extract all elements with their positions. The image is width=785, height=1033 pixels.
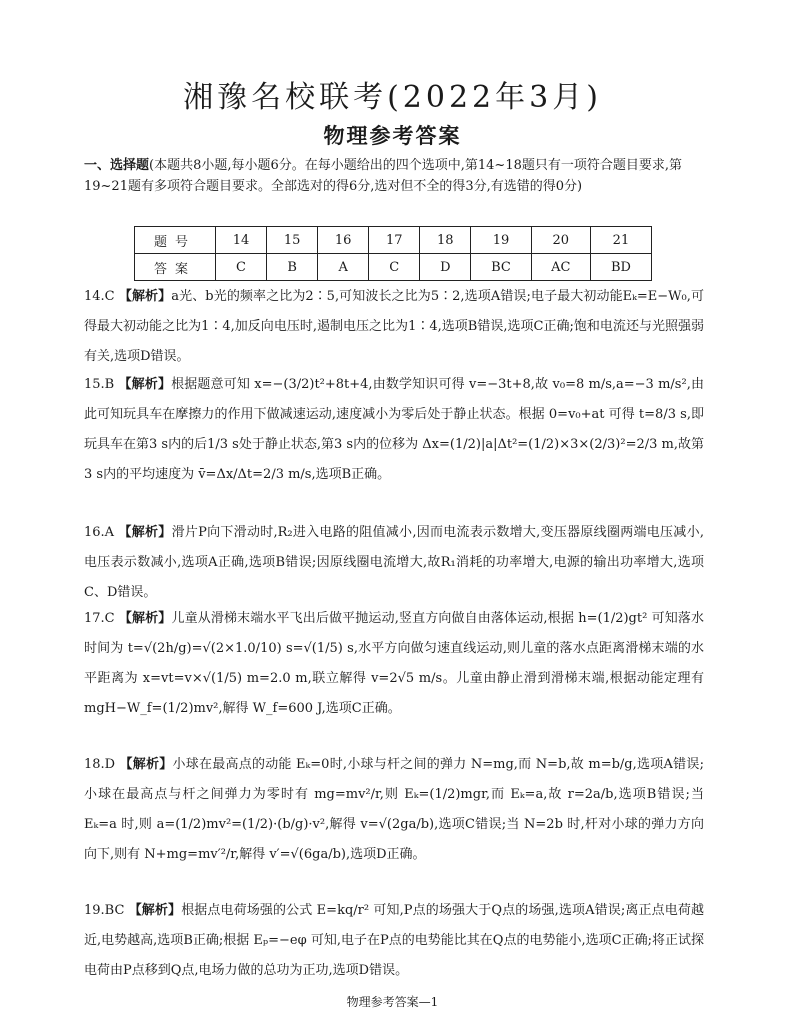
page-title: 湘豫名校联考(2022年3月) [183,80,602,115]
analysis-tag: 【解析】 [118,377,172,392]
answer-cell: D [420,254,471,281]
question-16 [84,518,704,608]
question-number-label: 16.A [84,525,115,540]
answer-cell: B [267,254,318,281]
page-footer: 物理参考答案—1 [346,995,439,1009]
question-number-label: 15.B [84,377,115,392]
question-number: 20 [531,227,590,254]
page-subtitle: 物理参考答案 [323,124,462,148]
answer-cell: C [216,254,267,281]
question-number: 16 [318,227,369,254]
analysis-tag: 【解析】 [118,289,172,304]
row-label-number: 题号 [135,227,216,254]
question-number-label: 17.C [84,611,115,626]
answer-table [134,226,652,281]
question-number: 14 [216,227,267,254]
question-18 [84,750,704,870]
question-number-label: 14.C [84,289,115,304]
question-number-label: 18.D [84,757,116,772]
analysis-text: 滑片P向下滑动时,R₂进入电路的阻值减小,因而电流表示数增大,变压器原线圈两端电压减小,电压表示数减小,选项A正确,选项B错误;因原线圈电流增大,故R₁消耗的功率增大,电源的输出功率增大,选项C、D错误。 [84,525,704,600]
analysis-tag: 【解析】 [128,903,182,918]
section-lead: 一、选择题 [84,158,150,173]
section-intro [84,155,704,197]
analysis-text: 小球在最高点的动能 Eₖ=0时,小球与杆之间的弹力 N=mg,而 N=b,故 m=b/g,选项A错误;小球在最高点与杆之间弹力为零时有 mg=mv²/r,则 Eₖ=(1/2)mgr,而 Eₖ=a,故 r=2a/b,选项B错误;当 Eₖ=a 时,则 a=(1/2)mv²=(1/2)·(b/g)·v²,解得 v=√(2ga/b),选项C错误;当 N=2b 时,杆对小球的弹力方向向下,则有 N+mg=mv′²/r,解得 v′=√(6ga/b),选项D正确。 [84,757,704,862]
question-number-label: 19.BC [84,903,125,918]
question-14 [84,282,704,372]
question-number: 15 [267,227,318,254]
analysis-text: a光、b光的频率之比为2∶5,可知波长之比为5∶2,选项A错误;电子最大初动能Eₖ=E−W₀,可得最大初动能之比为1∶4,加反向电压时,遏制电压之比为1∶4,选项B错误,选项C正确;饱和电流还与光照强弱有关,选项D错误。 [84,289,704,364]
question-number: 21 [590,227,651,254]
analysis-tag: 【解析】 [118,525,172,540]
row-label-answer: 答案 [135,254,216,281]
analysis-tag: 【解析】 [119,757,173,772]
question-number: 19 [471,227,531,254]
analysis-text: 根据题意可知 x=−(3/2)t²+8t+4,由数学知识可得 v=−3t+8,故 v₀=8 m/s,a=−3 m/s²,由此可知玩具车在摩擦力的作用下做减速运动,速度减小为零后处于静止状态。根据 0=v₀+at 可得 t=8/3 s,即玩具车在第3 s内的后1/3 s处于静止状态,第3 s内的位移为 Δx=(1/2)|a|Δt²=(1/2)×3×(2/3)²=2/3 m,故第3 s内的平均速度为 v̄=Δx/Δt=2/3 m/s,选项B正确。 [84,377,704,482]
question-17 [84,604,704,724]
analysis-text: 根据点电荷场强的公式 E=kq/r² 可知,P点的场强大于Q点的场强,选项A错误;离正点电荷越近,电势越高,选项B正确;根据 Eₚ=−eφ 可知,电子在P点的电势能比其在Q点的电势能小,选项C正确;将正试探电荷由P点移到Q点,电场力做的总功为正功,选项D错误。 [84,903,704,978]
answer-cell: A [318,254,369,281]
answer-cell: BC [471,254,531,281]
section-instructions: (本题共8小题,每小题6分。在每小题给出的四个选项中,第14~18题只有一项符合题目要求,第19~21题有多项符合题目要求。全部选对的得6分,选对但不全的得3分,有选错的得0分) [84,158,683,194]
question-number: 18 [420,227,471,254]
answer-cell: AC [531,254,590,281]
answer-cell: BD [590,254,651,281]
question-15 [84,370,704,490]
answer-cell: C [369,254,420,281]
analysis-text: 儿童从滑梯末端水平飞出后做平抛运动,竖直方向做自由落体运动,根据 h=(1/2)gt² 可知落水时间为 t=√(2h/g)=√(2×1.0/10) s=√(1/5) s,水平方向做匀速直线运动,则儿童的落水点距离滑梯末端的水平距离为 x=vt=v×√(1/5) m=2.0 m,联立解得 v=2√5 m/s。儿童由静止滑到滑梯末端,根据动能定理有 mgH−W_f=(1/2)mv²,解得 W_f=600 J,选项C正确。 [84,611,704,716]
answer-table-number-row [135,227,652,254]
question-number: 17 [369,227,420,254]
answer-table-answer-row [135,254,652,281]
analysis-tag: 【解析】 [118,611,172,626]
question-19 [84,896,704,986]
